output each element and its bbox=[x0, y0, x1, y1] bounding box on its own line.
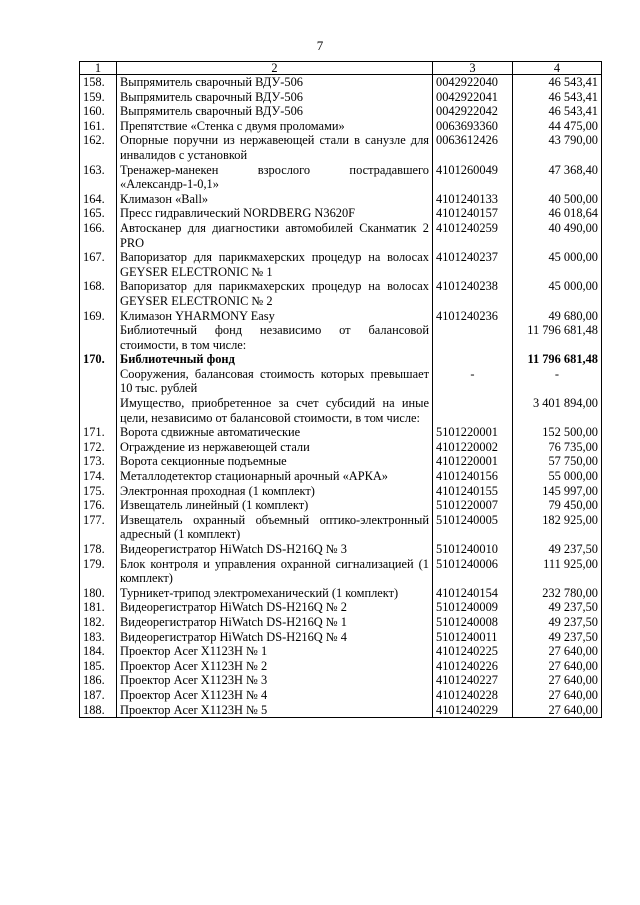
table-row bbox=[80, 104, 602, 119]
table-row bbox=[80, 454, 602, 469]
row-number: 158. bbox=[80, 75, 117, 90]
item-name: Вапоризатор для парикмахерских процедур на волосах GEYSER ELECTRONIC № 1 bbox=[117, 250, 433, 279]
table-row bbox=[80, 119, 602, 134]
item-name: Вапоризатор для парикмахерских процедур на волосах GEYSER ELECTRONIC № 2 bbox=[117, 279, 433, 308]
row-number: 176. bbox=[80, 498, 117, 513]
table-row bbox=[80, 75, 602, 90]
row-number: 165. bbox=[80, 206, 117, 221]
item-amount: 145 997,00 bbox=[513, 484, 602, 499]
item-amount: 45 000,00 bbox=[513, 250, 602, 279]
item-name: Проектор Acer X1123H № 4 bbox=[117, 688, 433, 703]
table-row bbox=[80, 163, 602, 192]
table-row bbox=[80, 323, 602, 352]
item-amount: 76 735,00 bbox=[513, 440, 602, 455]
row-number: 187. bbox=[80, 688, 117, 703]
row-number: 181. bbox=[80, 600, 117, 615]
row-number: 180. bbox=[80, 586, 117, 601]
row-number: 166. bbox=[80, 221, 117, 250]
row-number: 164. bbox=[80, 192, 117, 207]
item-amount: 46 543,41 bbox=[513, 90, 602, 105]
item-name: Ворота секционные подъемные bbox=[117, 454, 433, 469]
inventory-code: - bbox=[433, 367, 513, 396]
item-name: Проектор Acer X1123H № 1 bbox=[117, 644, 433, 659]
table-row bbox=[80, 484, 602, 499]
item-name: Проектор Acer X1123H № 3 bbox=[117, 673, 433, 688]
inventory-code: 5101220001 bbox=[433, 425, 513, 440]
table-row bbox=[80, 206, 602, 221]
item-amount: 11 796 681,48 bbox=[513, 352, 602, 367]
inventory-code bbox=[433, 323, 513, 352]
row-number: 182. bbox=[80, 615, 117, 630]
item-name: Извещатель охранный объемный оптико-электронный адресный (1 комплект) bbox=[117, 513, 433, 542]
inventory-code: 4101220002 bbox=[433, 440, 513, 455]
table-row bbox=[80, 250, 602, 279]
inventory-code: 4101220001 bbox=[433, 454, 513, 469]
item-name: Видеорегистратор HiWatch DS-H216Q № 4 bbox=[117, 630, 433, 645]
item-amount: 27 640,00 bbox=[513, 659, 602, 674]
table-row bbox=[80, 133, 602, 162]
item-name: Видеорегистратор HiWatch DS-H216Q № 3 bbox=[117, 542, 433, 557]
item-name: Автосканер для диагностики автомобилей Сканматик 2 PRO bbox=[117, 221, 433, 250]
table-row bbox=[80, 673, 602, 688]
row-number: 172. bbox=[80, 440, 117, 455]
inventory-code: 5101240009 bbox=[433, 600, 513, 615]
table-row bbox=[80, 703, 602, 718]
item-amount: 152 500,00 bbox=[513, 425, 602, 440]
row-number: 186. bbox=[80, 673, 117, 688]
inventory-code: 0042922040 bbox=[433, 75, 513, 90]
item-name: Климазон YHARMONY Easy bbox=[117, 309, 433, 324]
inventory-code bbox=[433, 352, 513, 367]
item-amount: 49 237,50 bbox=[513, 542, 602, 557]
item-name: Пресс гидравлический NORDBERG N3620F bbox=[117, 206, 433, 221]
inventory-code: 5101240010 bbox=[433, 542, 513, 557]
column-header: 3 bbox=[433, 62, 513, 75]
inventory-code: 4101240227 bbox=[433, 673, 513, 688]
item-name: Тренажер-манекен взрослого пострадавшего «Александр-1-0,1» bbox=[117, 163, 433, 192]
inventory-code: 4101240156 bbox=[433, 469, 513, 484]
item-name: Проектор Acer X1123H № 2 bbox=[117, 659, 433, 674]
item-amount: 182 925,00 bbox=[513, 513, 602, 542]
row-number: 178. bbox=[80, 542, 117, 557]
item-name: Библиотечный фонд bbox=[117, 352, 433, 367]
item-amount: 232 780,00 bbox=[513, 586, 602, 601]
row-number: 170. bbox=[80, 352, 117, 367]
inventory-code: 4101240259 bbox=[433, 221, 513, 250]
table-row bbox=[80, 586, 602, 601]
item-amount: 43 790,00 bbox=[513, 133, 602, 162]
item-amount: 55 000,00 bbox=[513, 469, 602, 484]
item-amount: 111 925,00 bbox=[513, 557, 602, 586]
table-row bbox=[80, 659, 602, 674]
row-number: 168. bbox=[80, 279, 117, 308]
inventory-code: 0063612426 bbox=[433, 133, 513, 162]
item-amount: 44 475,00 bbox=[513, 119, 602, 134]
item-amount: 27 640,00 bbox=[513, 703, 602, 718]
inventory-code: 4101240236 bbox=[433, 309, 513, 324]
item-amount: - bbox=[513, 367, 602, 396]
item-amount: 27 640,00 bbox=[513, 644, 602, 659]
column-header: 1 bbox=[80, 62, 117, 75]
table-row bbox=[80, 309, 602, 324]
table-row bbox=[80, 440, 602, 455]
item-amount: 49 237,50 bbox=[513, 600, 602, 615]
row-number: 161. bbox=[80, 119, 117, 134]
item-name: Выпрямитель сварочный ВДУ-506 bbox=[117, 75, 433, 90]
inventory-code: 4101240157 bbox=[433, 206, 513, 221]
row-number: 160. bbox=[80, 104, 117, 119]
table-row bbox=[80, 279, 602, 308]
inventory-code: 5101220007 bbox=[433, 498, 513, 513]
item-name: Турникет-трипод электромеханический (1 комплект) bbox=[117, 586, 433, 601]
item-amount: 49 680,00 bbox=[513, 309, 602, 324]
inventory-code: 4101240226 bbox=[433, 659, 513, 674]
item-name: Препятствие «Стенка с двумя проломами» bbox=[117, 119, 433, 134]
inventory-code: 5101240006 bbox=[433, 557, 513, 586]
item-amount: 46 543,41 bbox=[513, 104, 602, 119]
table-row bbox=[80, 600, 602, 615]
row-number: 188. bbox=[80, 703, 117, 718]
item-name: Сооружения, балансовая стоимость которых превышает 10 тыс. рублей bbox=[117, 367, 433, 396]
row-number: 163. bbox=[80, 163, 117, 192]
inventory-table bbox=[79, 61, 602, 718]
table-row bbox=[80, 615, 602, 630]
item-amount: 40 490,00 bbox=[513, 221, 602, 250]
item-name: Ограждение из нержавеющей стали bbox=[117, 440, 433, 455]
table-row bbox=[80, 221, 602, 250]
item-name: Опорные поручни из нержавеющей стали в санузле для инвалидов с установкой bbox=[117, 133, 433, 162]
table-row bbox=[80, 192, 602, 207]
item-amount: 46 543,41 bbox=[513, 75, 602, 90]
inventory-code: 4101240238 bbox=[433, 279, 513, 308]
row-number: 173. bbox=[80, 454, 117, 469]
inventory-code: 0042922042 bbox=[433, 104, 513, 119]
item-name: Проектор Acer X1123H № 5 bbox=[117, 703, 433, 718]
item-amount: 49 237,50 bbox=[513, 615, 602, 630]
item-name: Электронная проходная (1 комплект) bbox=[117, 484, 433, 499]
item-name: Видеорегистратор HiWatch DS-H216Q № 2 bbox=[117, 600, 433, 615]
inventory-code: 0042922041 bbox=[433, 90, 513, 105]
table-row bbox=[80, 90, 602, 105]
item-amount: 47 368,40 bbox=[513, 163, 602, 192]
page-number: 7 bbox=[316, 38, 324, 53]
row-number: 159. bbox=[80, 90, 117, 105]
item-amount: 46 018,64 bbox=[513, 206, 602, 221]
row-number: 179. bbox=[80, 557, 117, 586]
item-amount: 40 500,00 bbox=[513, 192, 602, 207]
table-row bbox=[80, 498, 602, 513]
inventory-code: 4101240237 bbox=[433, 250, 513, 279]
table-row bbox=[80, 542, 602, 557]
inventory-code: 4101240229 bbox=[433, 703, 513, 718]
item-amount: 57 750,00 bbox=[513, 454, 602, 469]
inventory-code: 5101240005 bbox=[433, 513, 513, 542]
item-name: Библиотечный фонд независимо от балансовой стоимости, в том числе: bbox=[117, 323, 433, 352]
item-amount: 3 401 894,00 bbox=[513, 396, 602, 425]
inventory-code: 5101240008 bbox=[433, 615, 513, 630]
table-row bbox=[80, 469, 602, 484]
table-row bbox=[80, 644, 602, 659]
table-row bbox=[80, 396, 602, 425]
inventory-code: 4101240228 bbox=[433, 688, 513, 703]
row-number: 175. bbox=[80, 484, 117, 499]
row-number: 185. bbox=[80, 659, 117, 674]
inventory-code: 4101260049 bbox=[433, 163, 513, 192]
item-name: Имущество, приобретенное за счет субсидий на иные цели, независимо от балансовой стоимости, в том числе: bbox=[117, 396, 433, 425]
column-header: 2 bbox=[117, 62, 433, 75]
column-header: 4 bbox=[513, 62, 602, 75]
item-amount: 27 640,00 bbox=[513, 688, 602, 703]
item-amount: 11 796 681,48 bbox=[513, 323, 602, 352]
table-row bbox=[80, 367, 602, 396]
item-name: Извещатель линейный (1 комплект) bbox=[117, 498, 433, 513]
item-amount: 27 640,00 bbox=[513, 673, 602, 688]
item-name: Видеорегистратор HiWatch DS-H216Q № 1 bbox=[117, 615, 433, 630]
item-name: Ворота сдвижные автоматические bbox=[117, 425, 433, 440]
inventory-code: 4101240225 bbox=[433, 644, 513, 659]
table-row bbox=[80, 557, 602, 586]
item-name: Климазон «Ball» bbox=[117, 192, 433, 207]
table-row bbox=[80, 352, 602, 367]
row-number: 167. bbox=[80, 250, 117, 279]
item-name: Металлодетектор стационарный арочный «АРКА» bbox=[117, 469, 433, 484]
inventory-code: 0063693360 bbox=[433, 119, 513, 134]
row-number: 174. bbox=[80, 469, 117, 484]
inventory-code: 4101240133 bbox=[433, 192, 513, 207]
table-row bbox=[80, 630, 602, 645]
table-row bbox=[80, 513, 602, 542]
row-number bbox=[80, 367, 117, 396]
item-name: Блок контроля и управления охранной сигнализацией (1 комплект) bbox=[117, 557, 433, 586]
item-amount: 49 237,50 bbox=[513, 630, 602, 645]
row-number: 171. bbox=[80, 425, 117, 440]
row-number bbox=[80, 323, 117, 352]
row-number: 162. bbox=[80, 133, 117, 162]
item-amount: 45 000,00 bbox=[513, 279, 602, 308]
row-number: 183. bbox=[80, 630, 117, 645]
row-number: 184. bbox=[80, 644, 117, 659]
item-name: Выпрямитель сварочный ВДУ-506 bbox=[117, 104, 433, 119]
table-row bbox=[80, 688, 602, 703]
inventory-code: 4101240155 bbox=[433, 484, 513, 499]
table-header-row bbox=[80, 62, 602, 75]
inventory-code bbox=[433, 396, 513, 425]
inventory-code: 5101240011 bbox=[433, 630, 513, 645]
row-number: 177. bbox=[80, 513, 117, 542]
row-number bbox=[80, 396, 117, 425]
inventory-code: 4101240154 bbox=[433, 586, 513, 601]
row-number: 169. bbox=[80, 309, 117, 324]
table-row bbox=[80, 425, 602, 440]
item-amount: 79 450,00 bbox=[513, 498, 602, 513]
item-name: Выпрямитель сварочный ВДУ-506 bbox=[117, 90, 433, 105]
